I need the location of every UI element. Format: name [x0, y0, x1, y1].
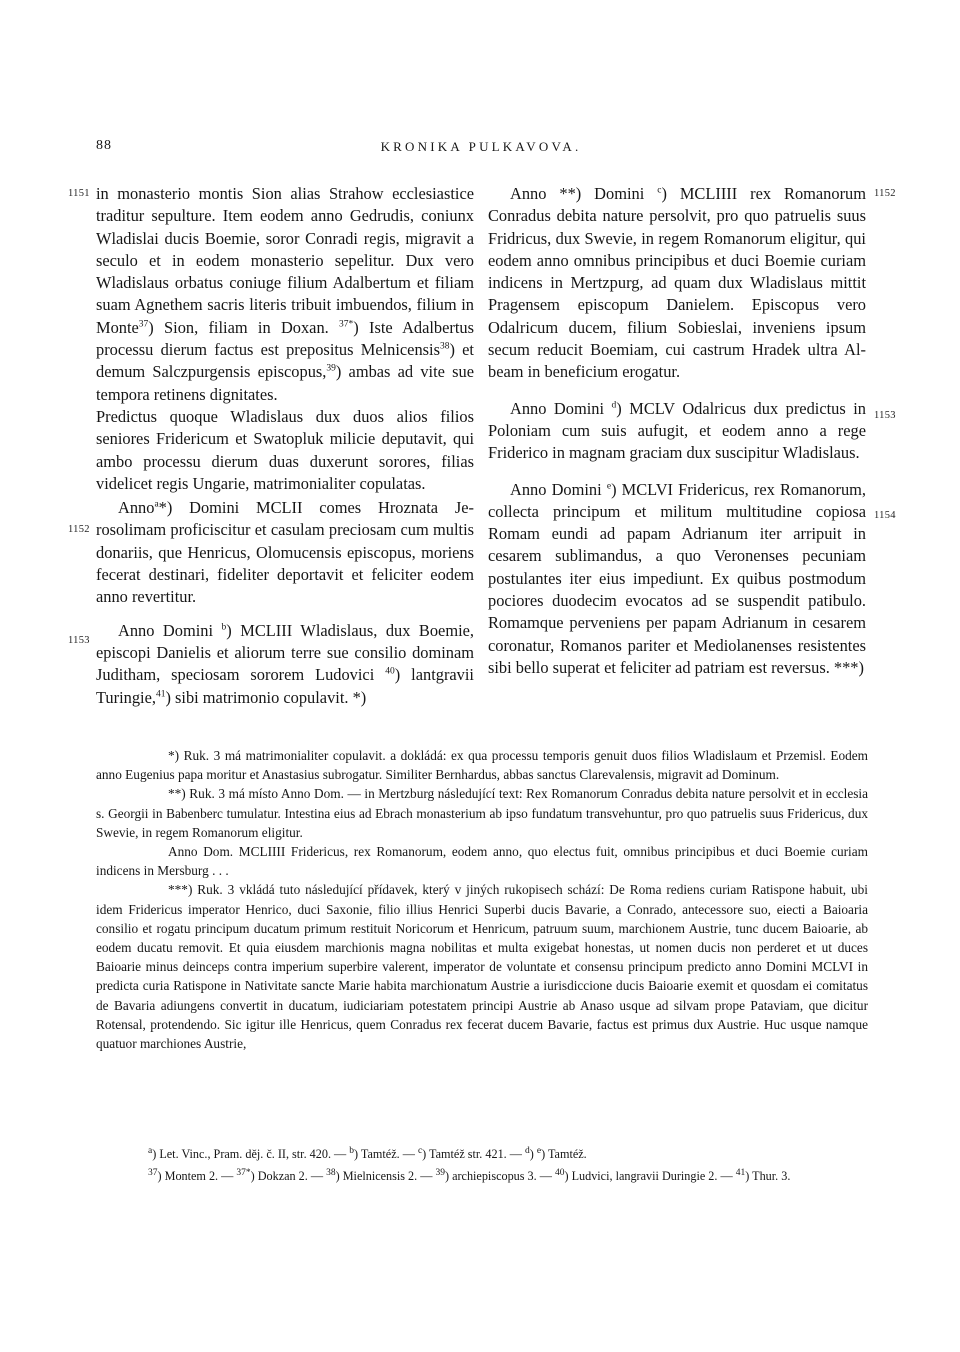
page-number: 88: [96, 138, 112, 153]
text-run: ) Tamtéž. —: [354, 1147, 415, 1161]
text-run: Anno Domini: [510, 479, 602, 499]
margin-year-1154-right: 1154: [874, 510, 896, 521]
paragraph-1152: [488, 183, 866, 384]
note: **) Ruk. 3 má místo Anno Dom. — in Mertzburg následující text: Rex Romanorum Conradus debita nature persolvit et in ecclesia s. Georgii in Babenberc tumulatur. Intestina eius ad Ebrach monasterium ab ipso fundatum transvehuntur, pro quo patruelis suus Fridericus, dux Swevie, in regem Romanorum eligitur.: [96, 786, 868, 840]
margin-year-1152-right: 1152: [874, 188, 896, 199]
text-run: ) archiepiscopus 3. —: [444, 1169, 552, 1183]
text-run: *) Domini MCLII comes Hroznata Jerosolimam proficiscitur et casulam preciosam cum multis donariis, que Henricus, Olomucensis episcopus, moriens fecerat destinari, fideliter deportavit et feliciter eodem anno revertitur.: [96, 498, 474, 607]
text-run: ) MCLV Odalricus dux predictus in Poloniam cum suis aufugit, et eodem anno a rege Friderico in magnam graciam dux suscipitur Wladislaus.: [488, 398, 866, 463]
footnote-ref: a: [154, 499, 159, 510]
footnote-ref: e: [606, 481, 612, 492]
text-run: Anno **) Domini: [510, 184, 645, 203]
text-run: ) MCLVI Fridericus, rex Romanorum, collecta principum et militum multitudine copiosa Romam eundi ad papam Adrianum iter arripuit in cesarem sublimandus, a quo Veronenses pecuniam postulantes iter eius impediunt. Ex quibus postmodum pociores duodecim evocatos ad se suspendit patibulo. Romamque perveniens per papam Adrianum in cesarem coronatur, Romanos pariter et Mediolanenses resistentes sibi bello superat et feliciter ad patriam est reversus. ***): [488, 479, 866, 677]
left-text-column: [96, 183, 474, 709]
textual-notes: [96, 746, 868, 1053]
footnote-ref: a: [148, 1145, 153, 1156]
footnote-ref: 38: [326, 1167, 336, 1178]
footnote-ref: 37*: [236, 1167, 251, 1178]
paragraph-1154: [488, 479, 866, 680]
text-run: Anno Domini: [510, 398, 605, 418]
right-text-column: [488, 183, 866, 679]
text-run: ) sibi matrimonio copulavit. *): [165, 687, 367, 707]
footnote-ref: e: [536, 1145, 542, 1156]
text-run: Anno: [118, 498, 155, 518]
footnote-ref: 37: [148, 1167, 158, 1178]
footnote-ref: b: [349, 1145, 355, 1156]
footnote-line: [96, 1167, 868, 1185]
footnote-ref: 41: [155, 689, 166, 700]
footnote-ref: 38: [439, 341, 450, 352]
running-header: [96, 138, 866, 162]
footnote-ref: 39: [435, 1167, 445, 1178]
footnote-ref: b: [221, 622, 227, 633]
footnote-line: [96, 1145, 868, 1163]
text-run: ) et demum Salczpurgensis episcopus,: [96, 340, 474, 382]
footnote-ref: 40: [554, 1167, 565, 1178]
text-run: ) Tamtéž str. 421. —: [422, 1147, 522, 1161]
footnote-ref: 37*: [339, 319, 354, 330]
text-run: Anno Domini: [118, 620, 214, 640]
note: *) Ruk. 3 má matrimonialiter copulavit. a dokládá: ex qua processu temporis genuit duos filios Wladislaum et Przemisl. Eodem anno Eugenius papa moritur et Anastasius subrogatur. Similiter Bernhardus, abbas sanctus Clarevalensis, migravit ad Dominum.: [96, 748, 868, 783]
text-run: ) MCLIII Wladislaus, dux Boemie, episcopi Danielis et aliorum terre sue consilio dominam Juditham, speciosam sororem Ludovici: [96, 620, 474, 685]
footnote-ref: 37: [138, 319, 149, 330]
text-run: ) Let. Vinc., Pram. děj. č. II, str. 420. —: [152, 1147, 347, 1161]
margin-year-1153-left: 1153: [68, 635, 90, 646]
text-run: ) Ludvici, langravii Duringie 2. —: [564, 1169, 733, 1183]
text-run: ) ambas ad vite sue tempora retinens dignitates.: [96, 362, 474, 404]
text-run: ) Thur. 3.: [745, 1169, 791, 1183]
text-run: ) lantgravii Turingie,: [96, 665, 474, 707]
footnote-ref: 41: [735, 1167, 746, 1178]
note: Anno Dom. MCLIIII Fridericus, rex Romanorum, eodem anno, quo electus fuit, omnibus principibus et duci Boemie curiam indicens in Mersburg . . .: [96, 844, 868, 879]
footnote-ref: c: [657, 185, 662, 196]
text-run: ): [529, 1147, 534, 1161]
footnote-ref: 40: [385, 666, 395, 677]
text-run: ) Dokzan 2. —: [250, 1169, 324, 1183]
text-run: in monasterio montis Sion alias Strahow ecclesiastice traditur sepulture. Item eodem anno Gedrudis, coniunx Wladislai ducis Boemie, soror Conradi regis, migravit a seculo et in eodem monasterio sepelitur. Dux vero Wladislaus orbatus coniuge filium Adalbertum et filiam suam Agnethem sacris literis tribuit imbuendos, filium in Monte: [96, 184, 474, 337]
footnote-ref: d: [611, 400, 617, 411]
running-title: KRONIKA PULKAVOVA.: [380, 139, 582, 154]
footnote-ref: d: [525, 1145, 530, 1156]
paragraph-1153: [96, 620, 474, 709]
footnote-ref: c: [417, 1145, 423, 1156]
margin-year-1152-left: 1152: [68, 524, 90, 535]
paragraph-1152: [96, 497, 474, 608]
paragraph: [96, 183, 474, 406]
note: ***) Ruk. 3 vkládá tuto následující přídavek, který v jiných rukopisech schází: De Roma rediens curiam Ratispone habuit, ubi idem Fridericus imperator Henrico, duci Saxonie, filio illius Henrici Superbi ducis Bavarie, a Conrado, antecessore suo, eiecti a Baioaria consilio et rogatu principum ducatum primum restituit Noricorum et Henricum, patruum suum, marchionem Austrie, tunc ducem Baioarie, ab eodem ducatu removit. Et quia eiusdem marchionis magna nobilitas et multa exigebat honestas, ut nomen ducis non perderet et ut duces Baioarie minus deinceps contra imperium superbire valerent, imperator de voluntate et consensu principum predicto anno Domini MCLVI in predicta curia Ratispone in Nativitate sancte Marie habita marchionatum Austrie a iurisdiccione ducis Baioarie exemit et quosdam ei comitatus de Bavaria adiungens convertit in ducatum, iudiciariam potestatem principi Austrie ab Anaso usque ad silvam prope Pataviam, que dicitur Rotensal, protendendo. Sic igitur ille Henricus, quem Conradus rex fecerat ducem Bavarie, factus est primus dux Austrie. Huc usque namque quatuor marchiones Austrie,: [96, 882, 868, 1052]
paragraph-1153: [488, 398, 866, 465]
text-run: ) Sion, filiam in Doxan.: [148, 317, 329, 337]
text-run: ) Tamtéž.: [541, 1147, 587, 1161]
source-footnotes: [96, 1145, 868, 1189]
margin-year-1153-right: 1153: [874, 410, 896, 421]
paragraph: Predictus quoque Wladislaus dux duos alios filios seniores Fridericum et Swatopluk milicie deputavit, qui ambo processu dierum duas duxerunt sorores, filias videlicet regis Ungarie, matrimonialiter copulatas.: [96, 406, 474, 493]
text-run: ) MCLIIII rex Romanorum Conradus debita nature persolvit, pro quo patruelis suus Fridricus, dux Swevie, in regem Romanorum eligitur, qui eodem anno omnibus principibus et duci Boemie curiam indicens in Mertzpurg, ad quam dux Wladislaus mittit Pragensem episcopum Danielem. Episcopus vero Odalricum ducem, filium Sobieslai, inveniens ipsum secum reducit Boemiam, cui castrum Hradek ultra Albeam in beneficium erogatur.: [488, 184, 866, 382]
text-run: ) Iste Adalbertus processu dierum factus est prepositus Melnicensis: [96, 317, 474, 360]
footnote-ref: 39: [326, 363, 336, 374]
text-run: ) Montem 2. —: [157, 1169, 234, 1183]
text-run: ) Mielnicensis 2. —: [335, 1169, 433, 1183]
margin-year-1151: 1151: [68, 188, 90, 199]
